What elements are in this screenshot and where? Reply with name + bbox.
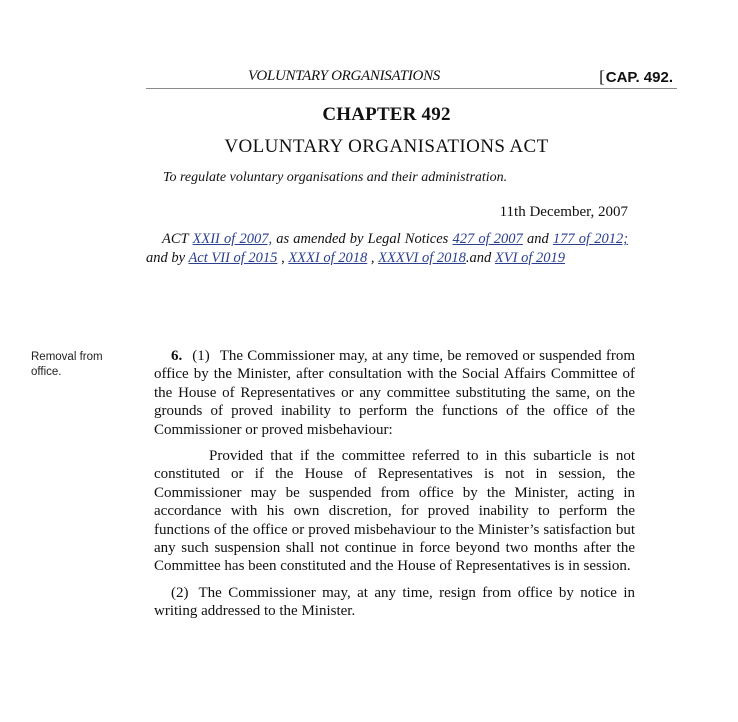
marginal-note: Removal from office. — [31, 351, 103, 378]
subarticle-1-label: (1) — [192, 348, 210, 364]
running-header — [146, 66, 677, 89]
running-header-cap — [599, 67, 673, 87]
running-header-bracket: [ — [599, 67, 605, 86]
legal-notice-427-2007-link[interactable]: 427 of 2007 — [452, 231, 523, 247]
section-number: 6. — [171, 348, 183, 364]
running-header-title: VOLUNTARY ORGANISATIONS — [248, 68, 440, 84]
amendment-history — [146, 230, 628, 268]
act-title: VOLUNTARY ORGANISATIONS ACT — [224, 136, 549, 157]
proviso: Provided that if the committee referred to in this subarticle is not constituted or if the House of Representatives is not in session, the Commissioner may be suspended from office by the Minister, acting in accordance with his own discretion, for proved inability to perform the functions of the office or proved misbehaviour to the Minister’s satisfaction but any such suspension shall not continue in force beyond two months after the Committee has been constituted and the House of Representatives is in session. — [154, 448, 635, 575]
legal-notice-177-2012-link[interactable]: 177 of 2012; — [552, 231, 629, 247]
amendment-and-1: and — [526, 231, 549, 247]
subarticle-1 — [154, 347, 635, 439]
amendment-sep-1: , — [281, 250, 285, 266]
long-title: To regulate voluntary organisations and their administration. — [163, 170, 508, 185]
amendment-text-2: and by — [146, 250, 186, 266]
subarticle-1-text: The Commissioner may, at any time, be removed or suspended from office by the Minister, after consultation with the Social Affairs Committee of the House of Representatives or any committee substituting the same, on the grounds of proved inability to perform the functions of the office of the Commissioner or proved misbehaviour: — [154, 348, 635, 438]
act-xxii-2007-link[interactable]: XXII of 2007, — [192, 231, 273, 247]
amendment-prefix: ACT — [162, 231, 189, 247]
running-header-cap-number: CAP. 492. — [605, 69, 673, 86]
section-6 — [154, 347, 635, 629]
amendment-text-1: as amended by Legal Notices — [276, 231, 449, 247]
commencement-date: 11th December, 2007 — [499, 204, 628, 220]
subarticle-2 — [154, 584, 635, 621]
act-xxxi-2018-link[interactable]: XXXI of 2018 — [288, 250, 368, 266]
subarticle-2-label: (2) — [171, 584, 189, 601]
chapter-heading: CHAPTER 492 — [322, 104, 451, 125]
amendment-and-2: .and — [465, 250, 492, 266]
act-xxxvi-2018-link[interactable]: XXXVI of 2018 — [378, 250, 466, 266]
act-xvi-2019-link[interactable]: XVI of 2019 — [494, 250, 565, 266]
subarticle-2-text: The Commissioner may, at any time, resign from office by notice in writing addressed to the Minister. — [154, 584, 635, 620]
amendment-sep-2: , — [370, 250, 375, 266]
act-vii-2015-link[interactable]: Act VII of 2015 — [188, 250, 278, 266]
